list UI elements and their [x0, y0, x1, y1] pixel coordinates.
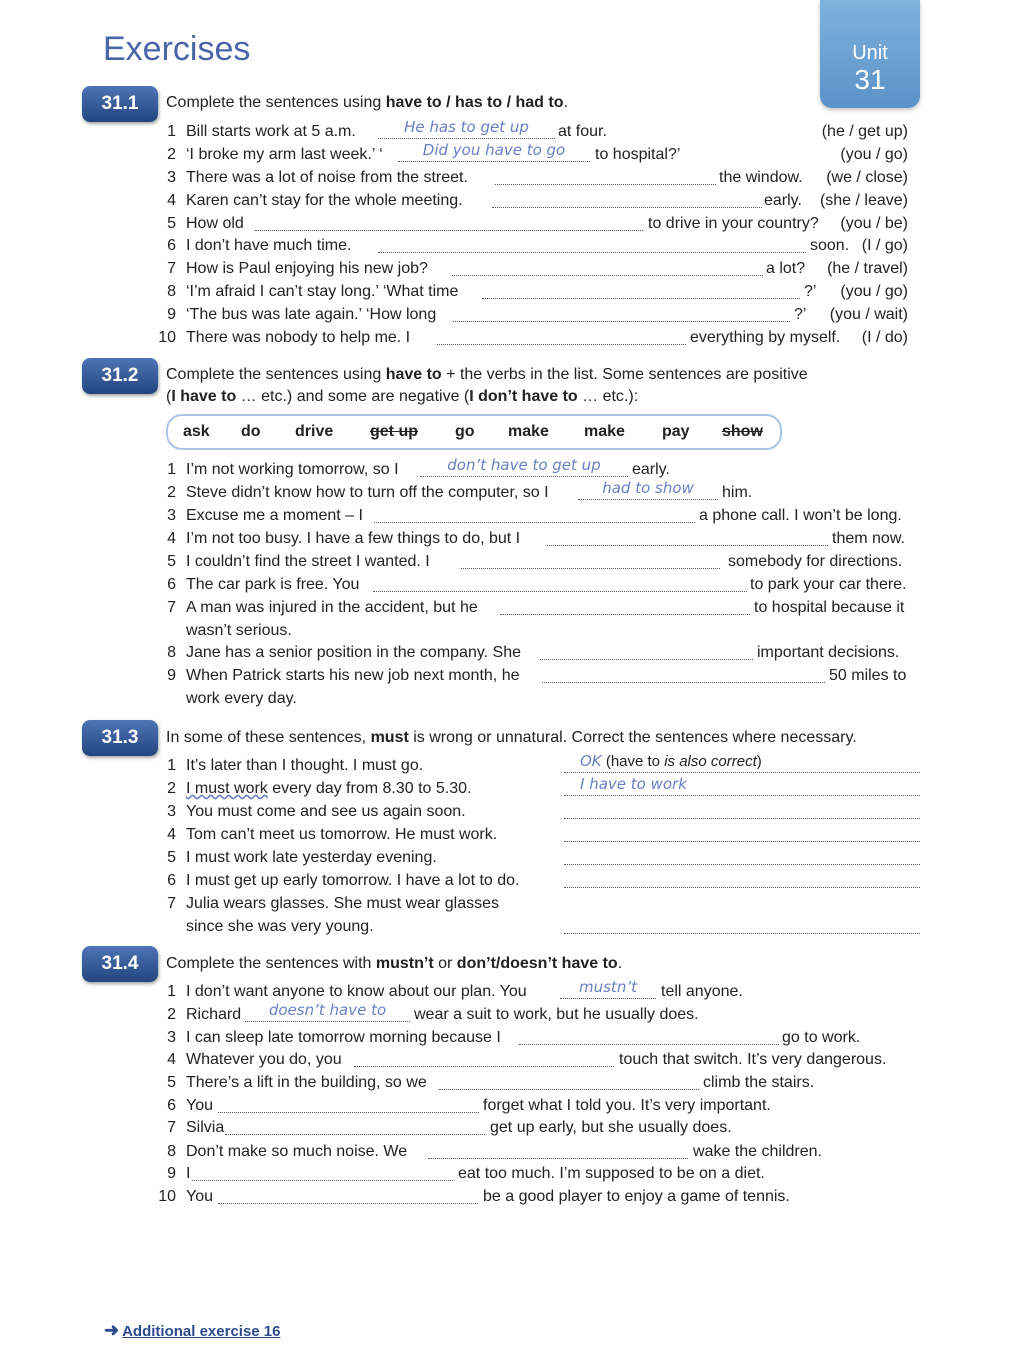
sentence-text: tell anyone. [661, 983, 743, 1000]
exercise-item [0, 1050, 1024, 1072]
sentence-text: ‘The bus was late again.’ ‘How long [186, 306, 437, 323]
answer-blank[interactable] [245, 1001, 410, 1022]
sentence-text: work every day. [186, 690, 297, 707]
item-number: 7 [167, 260, 176, 277]
sentence-text: him. [722, 484, 753, 501]
item-number: 1 [167, 461, 176, 478]
item-number: 10 [158, 329, 176, 346]
sentence-text: eat too much. I’m supposed to be on a diet. [458, 1165, 765, 1182]
verb-hint: (you / go) [840, 146, 908, 163]
answer-text: had to show [602, 479, 694, 497]
answer-blank[interactable] [564, 873, 920, 888]
sentence-text: Jane has a senior position in the company. She [186, 644, 522, 661]
page-title: Exercises [103, 30, 251, 68]
sentence-text: ?’ [794, 306, 807, 323]
exercise-item [0, 1028, 1024, 1050]
word-item: ask [183, 423, 210, 440]
exercise-item [0, 802, 1024, 824]
item-number: 2 [167, 146, 176, 163]
answer-blank[interactable] [192, 1166, 453, 1181]
item-number: 4 [167, 530, 176, 547]
answer-blank[interactable] [225, 1120, 485, 1135]
exercise-item [0, 1096, 1024, 1118]
verb-hint: (we / close) [826, 169, 908, 186]
answer-blank[interactable] [564, 919, 920, 934]
sentence-text: It’s later than I thought. I must go. [186, 757, 424, 774]
answer-blank[interactable] [354, 1052, 614, 1067]
exercise-item [0, 305, 1024, 327]
exercise-item [0, 479, 1024, 505]
wrong-phrase: I must work [186, 780, 268, 797]
answer-blank[interactable] [500, 600, 750, 615]
exercise-item [0, 191, 1024, 213]
item-number: 3 [167, 169, 176, 186]
sentence-text: go to work. [782, 1029, 861, 1046]
item-number: 3 [167, 507, 176, 524]
exercise-badge-31-2: 31.2 [82, 358, 158, 394]
answer-blank[interactable] [492, 193, 762, 208]
exercise-item [0, 848, 1024, 870]
unit-label: Unit [852, 42, 888, 64]
word-item: make [584, 423, 625, 440]
answer-text: don’t have to get up [447, 456, 601, 474]
sentence-text: since she was very young. [186, 918, 374, 935]
sentence-text: You [186, 1097, 213, 1114]
sentence-text [186, 894, 499, 914]
answer-text: He has to get up [404, 118, 529, 136]
exercise-instruction: In some of these sentences, must is wrong or unnatural. Correct the sentences where necessary. [166, 729, 857, 746]
answer-blank[interactable] [218, 1189, 478, 1204]
sentence-text: Steve didn’t know how to turn off the computer, so I [186, 484, 549, 501]
sentence-text: You [186, 1188, 213, 1205]
sentence-text: Karen can’t stay for the whole meeting. [186, 192, 463, 209]
sentence-text: Silvia [186, 1119, 225, 1136]
sentence-text: I don’t want anyone to know about our plan. You [186, 983, 527, 1000]
exercise-instruction: Complete the sentences with mustn’t or don’t/doesn’t have to. [166, 955, 623, 972]
exercise-item [0, 214, 1024, 236]
sentence-text: There was a lot of noise from the street. [186, 169, 468, 186]
exercise-item [0, 529, 1024, 551]
sentence-text: to drive in your country? [648, 215, 819, 232]
item-number: 7 [167, 1119, 176, 1136]
sentence-text [186, 802, 466, 822]
sentence-text [186, 779, 471, 799]
sentence-text: early. [632, 461, 670, 478]
exercise-item [0, 552, 1024, 574]
answer-text: mustn’t [579, 978, 637, 996]
exercise-item [0, 1164, 1024, 1186]
sentence-text: I’m not working tomorrow, so I [186, 461, 399, 478]
verb-hint: (you / wait) [829, 306, 908, 323]
answer-blank[interactable] [439, 1075, 699, 1090]
sentence-text: be a good player to enjoy a game of tennis. [483, 1188, 790, 1205]
answer-blank[interactable] [452, 261, 763, 276]
answer-blank[interactable] [482, 284, 800, 299]
exercise-item [0, 978, 1024, 1004]
verb-hint: (you / be) [840, 215, 908, 232]
item-number: 7 [167, 895, 176, 912]
sentence-text: I can sleep late tomorrow morning because I [186, 1029, 501, 1046]
word-item-used: get up [370, 423, 418, 440]
verb-hint: (I / go) [861, 237, 908, 254]
item-number: 9 [167, 306, 176, 323]
answer-text: I have to work [580, 775, 687, 793]
word-item: pay [662, 423, 690, 440]
verb-hint: (he / get up) [821, 123, 908, 140]
answer-blank[interactable] [255, 216, 643, 231]
exercise-badge-31-4: 31.4 [82, 946, 158, 982]
answer-blank[interactable] [564, 775, 920, 796]
item-number: 4 [167, 826, 176, 843]
sentence-text: Bill starts work at 5 a.m. [186, 123, 356, 140]
item-number: 4 [167, 1051, 176, 1068]
answer-note: ) [756, 753, 762, 770]
item-number: 6 [167, 576, 176, 593]
answer-blank[interactable] [378, 118, 555, 139]
answer-text: OK [580, 752, 602, 770]
item-number: 8 [167, 644, 176, 661]
sentence-text: to park your car there. [750, 576, 907, 593]
item-number: 7 [167, 599, 176, 616]
sentence-text: I must work late yesterday evening. [186, 849, 437, 866]
answer-blank[interactable] [564, 827, 920, 842]
item-number: 8 [167, 1143, 176, 1160]
exercise-instruction: Complete the sentences using have to + the verbs in the list. Some sentences are positive (I have to … etc.) and some are negative (I don’t have to … etc.): [166, 366, 808, 405]
sentence-text: I don’t have much time. [186, 237, 352, 254]
exercise-item [0, 456, 1024, 482]
answer-blank[interactable] [461, 554, 720, 569]
exercise-item-continuation [0, 621, 1024, 643]
sentence-text: A man was injured in the accident, but he [186, 599, 478, 616]
exercise-item [0, 259, 1024, 281]
item-number: 5 [167, 849, 176, 866]
answer-blank[interactable] [564, 752, 920, 773]
answer-blank[interactable] [578, 479, 718, 500]
answer-blank[interactable] [373, 577, 747, 592]
answer-note: (have to [601, 753, 665, 770]
answer-blank[interactable] [540, 645, 753, 660]
answer-blank[interactable] [428, 1144, 688, 1159]
exercise-item-continuation [0, 917, 1024, 939]
answer-text [580, 751, 762, 772]
sentence-text: Don’t make so much noise. We [186, 1143, 408, 1160]
sentence-text: every day from 8.30 to 5.30. [267, 780, 472, 797]
sentence-text: touch that switch. It’s very dangerous. [619, 1051, 887, 1068]
answer-blank[interactable] [374, 508, 695, 523]
sentence-text: Whatever you do, you [186, 1051, 342, 1068]
answer-blank[interactable] [218, 1098, 479, 1113]
unit-number: 31 [854, 64, 886, 95]
exercise-item [0, 236, 1024, 258]
answer-note: is also correct [664, 753, 757, 770]
exercise-item [0, 1187, 1024, 1209]
exercise-item [0, 1142, 1024, 1164]
arrow-right-icon: ➜ [104, 1320, 120, 1340]
exercise-item [0, 506, 1024, 528]
answer-blank[interactable] [378, 238, 806, 253]
sentence-text: ?’ [804, 283, 817, 300]
answer-blank[interactable] [542, 668, 825, 683]
sentence-text: wake the children. [693, 1143, 822, 1160]
exercise-item [0, 328, 1024, 350]
sentence-text: There was nobody to help me. I [186, 329, 411, 346]
item-number: 5 [167, 553, 176, 570]
sentence-text: You must come and see us again soon. [186, 803, 466, 820]
answer-blank[interactable] [398, 141, 590, 162]
sentence-text: I [186, 1165, 191, 1182]
sentence-text: The car park is free. You [186, 576, 360, 593]
item-number: 8 [167, 283, 176, 300]
exercise-item [0, 598, 1024, 620]
sentence-text [186, 871, 520, 891]
item-number: 5 [167, 1074, 176, 1091]
answer-blank[interactable] [519, 1030, 779, 1045]
sentence-text: somebody for directions. [728, 553, 903, 570]
answer-blank[interactable] [564, 804, 920, 819]
sentence-text: soon. [810, 237, 850, 254]
exercise-item [0, 141, 1024, 167]
item-number: 3 [167, 1029, 176, 1046]
sentence-text: forget what I told you. It’s very important. [483, 1097, 771, 1114]
word-item: go [455, 423, 475, 440]
sentence-text: I must get up early tomorrow. I have a lot to do. [186, 872, 520, 889]
sentence-text: There’s a lift in the building, so we [186, 1074, 427, 1091]
sentence-text: How is Paul enjoying his new job? [186, 260, 428, 277]
sentence-text: important decisions. [757, 644, 900, 661]
exercise-item [0, 1118, 1024, 1140]
sentence-text: them now. [832, 530, 905, 547]
sentence-text: Richard [186, 1006, 242, 1023]
sentence-text: Julia wears glasses. She must wear glasses [186, 895, 500, 912]
answer-text [580, 774, 687, 795]
word-item: make [508, 423, 549, 440]
exercise-item [0, 1001, 1024, 1027]
item-number: 2 [167, 1006, 176, 1023]
item-number: 1 [167, 123, 176, 140]
sentence-text: ‘I’m afraid I can’t stay long.’ ‘What time [186, 283, 459, 300]
sentence-text: When Patrick starts his new job next month, he [186, 667, 520, 684]
exercise-item [0, 1073, 1024, 1095]
exercise-item [0, 871, 1024, 893]
sentence-text: Excuse me a moment – I [186, 507, 363, 524]
item-number: 6 [167, 1097, 176, 1114]
exercise-item [0, 825, 1024, 847]
sentence-text: wasn’t serious. [186, 622, 292, 639]
verb-hint: (I / do) [861, 329, 908, 346]
exercise-item [0, 643, 1024, 665]
answer-blank[interactable] [453, 307, 790, 322]
sentence-text: I couldn’t find the street I wanted. I [186, 553, 430, 570]
sentence-text: early. [764, 192, 802, 209]
answer-blank[interactable] [437, 330, 686, 345]
answer-text: Did you have to go [422, 141, 566, 159]
sentence-text: a lot? [766, 260, 806, 277]
sentence-text: 50 miles to [829, 667, 907, 684]
sentence-text: the window. [719, 169, 803, 186]
exercise-item [0, 894, 1024, 916]
exercise-item [0, 575, 1024, 597]
exercise-item [0, 168, 1024, 190]
sentence-text [186, 848, 437, 868]
item-number: 3 [167, 803, 176, 820]
answer-text: doesn’t have to [268, 1001, 387, 1019]
sentence-text: get up early, but she usually does. [490, 1119, 732, 1136]
item-number: 9 [167, 667, 176, 684]
sentence-text: wear a suit to work, but he usually does. [414, 1006, 699, 1023]
exercise-item [0, 666, 1024, 688]
sentence-text: a phone call. I won’t be long. [699, 507, 902, 524]
sentence-text [186, 825, 497, 845]
item-number: 2 [167, 780, 176, 797]
sentence-text: at four. [558, 123, 607, 140]
item-number: 1 [167, 757, 176, 774]
answer-blank[interactable] [547, 531, 828, 546]
verb-hint: (he / travel) [827, 260, 908, 277]
sentence-text: to hospital because it [754, 599, 905, 616]
answer-blank[interactable] [495, 170, 716, 185]
item-number: 6 [167, 237, 176, 254]
sentence-text: Tom can’t meet us tomorrow. He must work. [186, 826, 498, 843]
item-number: 5 [167, 215, 176, 232]
item-number: 10 [158, 1188, 176, 1205]
sentence-text: everything by myself. [690, 329, 841, 346]
answer-blank[interactable] [564, 850, 920, 865]
sentence-text: ‘I broke my arm last week.’ ‘ [186, 146, 383, 163]
sentence-text: to hospital?’ [595, 146, 681, 163]
word-item-used: show [722, 423, 763, 440]
word-list-box [166, 414, 782, 450]
exercise-item [0, 775, 1024, 801]
word-item: drive [295, 423, 334, 440]
exercise-item [0, 282, 1024, 304]
exercise-badge-31-3: 31.3 [82, 720, 158, 756]
sentence-text: I’m not too busy. I have a few things to do, but I [186, 530, 521, 547]
exercise-instruction: Complete the sentences using have to / has to / had to. [166, 94, 568, 111]
verb-hint: (you / go) [840, 283, 908, 300]
item-number: 4 [167, 192, 176, 209]
item-number: 6 [167, 872, 176, 889]
sentence-text [186, 756, 423, 776]
word-item: do [241, 423, 261, 440]
item-number: 9 [167, 1165, 176, 1182]
item-number: 2 [167, 484, 176, 501]
item-number: 1 [167, 983, 176, 1000]
verb-hint: (she / leave) [819, 192, 908, 209]
exercise-item-continuation [0, 689, 1024, 711]
additional-exercise-link[interactable]: ➜ Additional exercise 16 [104, 1320, 281, 1340]
answer-blank[interactable] [420, 456, 628, 477]
sentence-text: How old [186, 215, 244, 232]
answer-blank[interactable] [560, 978, 656, 999]
exercise-item [0, 752, 1024, 778]
exercise-badge-31-1: 31.1 [82, 86, 158, 122]
sentence-text: climb the stairs. [703, 1074, 815, 1091]
